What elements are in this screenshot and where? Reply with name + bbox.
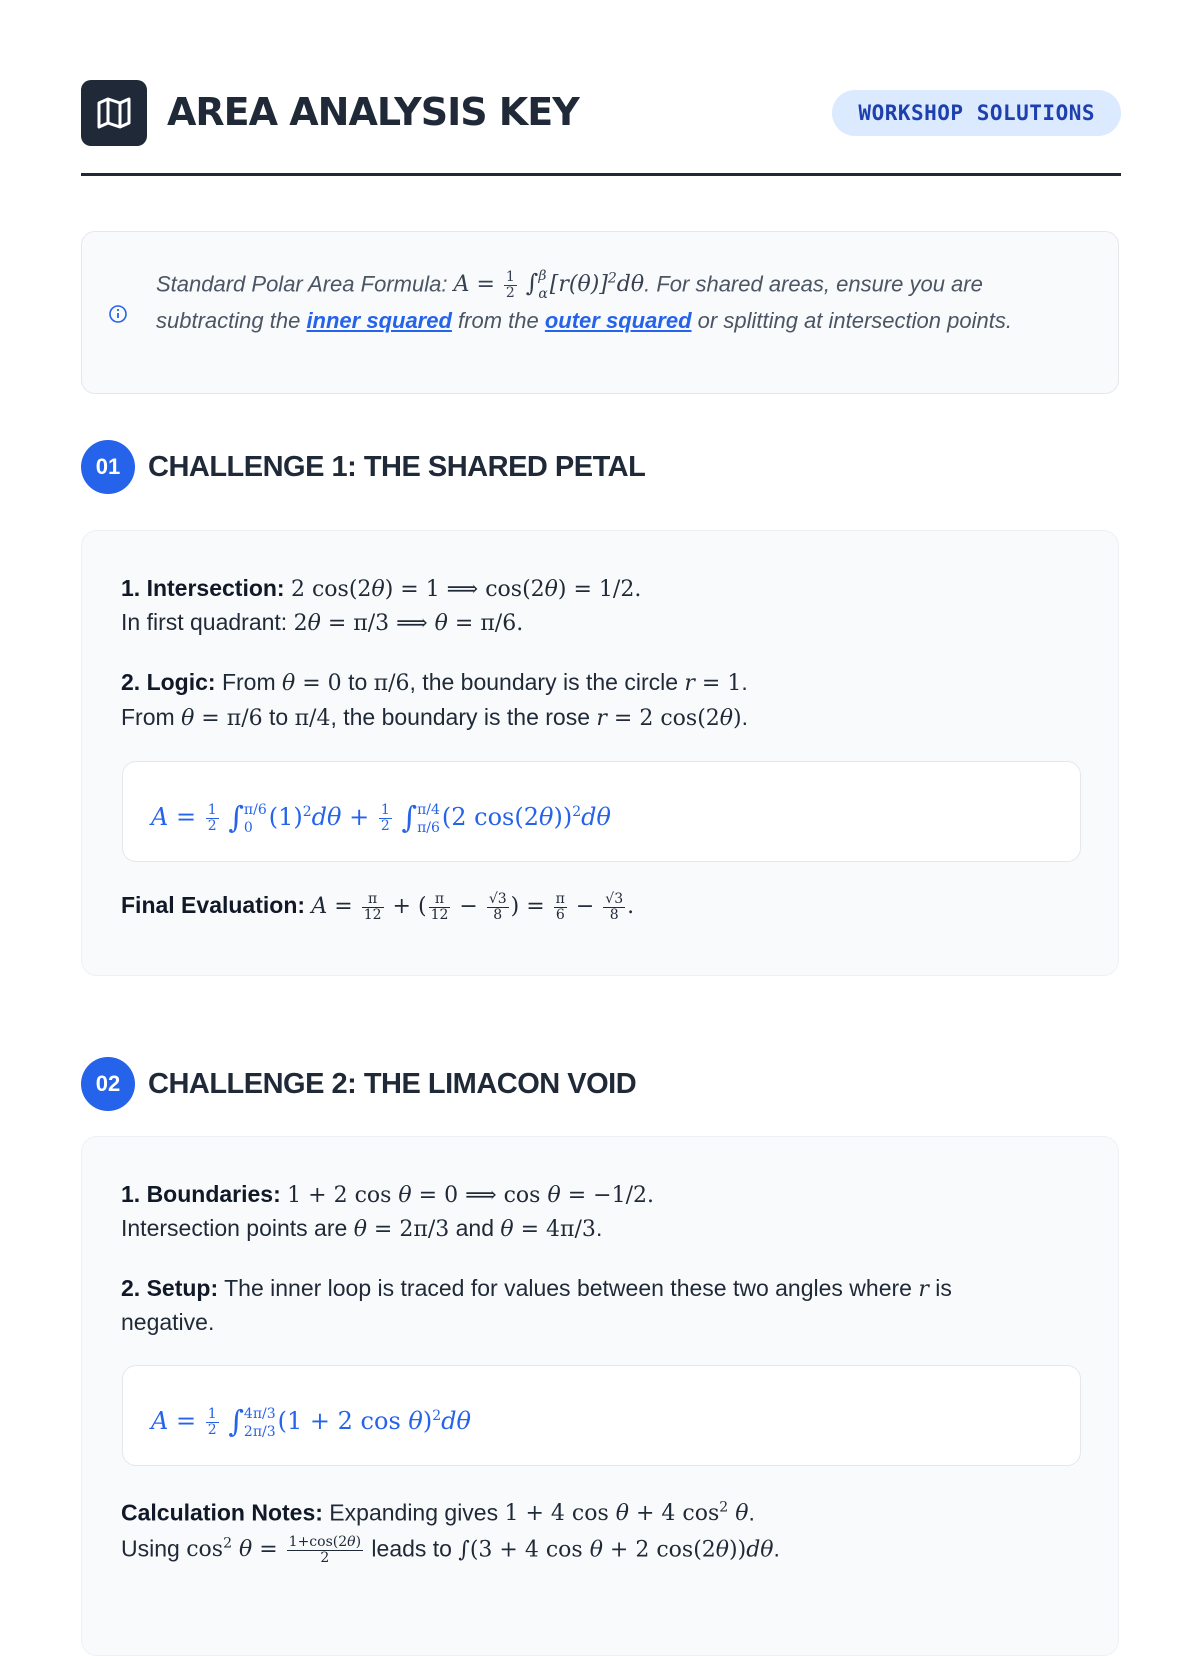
step-math: 2θ = π/3 ⟹ θ = π/6. (293, 611, 524, 636)
challenge-number: 01 (81, 440, 135, 494)
step-2-detail: negative. (121, 1309, 215, 1335)
integral-formula-box (122, 1365, 1081, 1466)
challenge-title: CHALLENGE 1: THE SHARED PETAL (148, 451, 646, 483)
calculation-notes: Calculation Notes: Expanding gives 1 + 4 cos θ + 4 $\cos^2 \theta$. (121, 1499, 755, 1527)
callout-text (156, 262, 1086, 338)
calculation-notes-detail: Using $\cos^2 \theta$ = $\frac{1+\cos(2\theta)}{2}$ leads to ∫(3 + 4 cos θ + 2 cos(2θ))dθ. (121, 1533, 780, 1566)
step-1-line (121, 571, 1081, 607)
integral-formula: A = $\frac{1}{2}$ ∫ π/6 0 $(1)^2d\theta$ + $\frac{1}{2}$ ∫ π/4 π/6 (2 cos(2θ))$^2$dθ (151, 800, 611, 836)
challenge-1-card (81, 530, 1119, 976)
logo (81, 80, 147, 146)
step-1-line (121, 1177, 1081, 1213)
callout-prefix: Standard Polar Area Formula: (156, 271, 454, 297)
header-divider (81, 173, 1121, 176)
map-icon (96, 96, 132, 130)
area-formula: A = $\frac{1}{2}$ ∫ β α $[r(\theta)]^2d\theta$ (453, 268, 645, 303)
step-1-detail (121, 605, 1081, 641)
step-2-line (121, 1271, 1081, 1307)
step-math: 2 cos(2θ) = 1 ⟹ cos(2θ) = 1/2. (291, 577, 642, 602)
step-label: 1. Boundaries: (121, 1181, 281, 1207)
step-2-detail: From θ = π/6 to π/4, the boundary is the rose r = 2 cos(2θ). (121, 704, 749, 731)
step-label: 2. Setup: (121, 1275, 219, 1301)
formula-callout (81, 231, 1119, 394)
page-header (81, 80, 1121, 146)
step-label: Final Evaluation: (121, 892, 306, 918)
status-badge: WORKSHOP SOLUTIONS (832, 90, 1121, 136)
step-label: 2. Logic: (121, 669, 216, 695)
step-label: Calculation Notes: (121, 1499, 323, 1526)
challenge-number: 02 (81, 1057, 135, 1111)
challenge-title: CHALLENGE 2: THE LIMACON VOID (148, 1068, 637, 1100)
challenge-1-heading (81, 440, 1121, 494)
callout-text-1: . For shared areas, ensure you are subtracting the (156, 271, 983, 334)
final-evaluation (121, 883, 1081, 929)
step-2-line: 2. Logic: From θ = 0 to π/6, the boundary is the circle r = 1. (121, 669, 748, 696)
highlight-outer-squared: outer squared (544, 308, 692, 334)
step-1-detail: Intersection points are θ = 2π/3 and θ = 4π/3. (121, 1215, 603, 1242)
challenge-2-card (81, 1136, 1119, 1656)
integral-formula-box (122, 761, 1081, 862)
callout-text-2: from the (451, 308, 545, 334)
step-math: 1 + 2 cos θ = 0 ⟹ cos θ = −1/2. (287, 1183, 654, 1208)
step-text: In first quadrant: (121, 609, 294, 635)
step-text: The inner loop is traced for values between these two angles where r is (218, 1275, 952, 1302)
page-title: AREA ANALYSIS KEY (167, 90, 579, 134)
final-math: A = $\frac{\pi}{12}$ + ( $\frac{\pi}{12}$ − $\frac{√3}{8}$ ) = $\frac{\pi}{6}$ − $\frac{√3}{8}$ . (311, 890, 635, 923)
info-icon (108, 304, 128, 324)
challenge-2-heading (81, 1057, 1121, 1111)
step-label: 1. Intersection: (121, 575, 285, 601)
highlight-inner-squared: inner squared (306, 308, 452, 334)
integral-formula: A = $\frac{1}{2}$ ∫ 4π/3 2π/3 (1 + 2 cos θ)$^2$dθ (151, 1404, 471, 1440)
callout-text-3: or splitting at intersection points. (691, 308, 1012, 334)
